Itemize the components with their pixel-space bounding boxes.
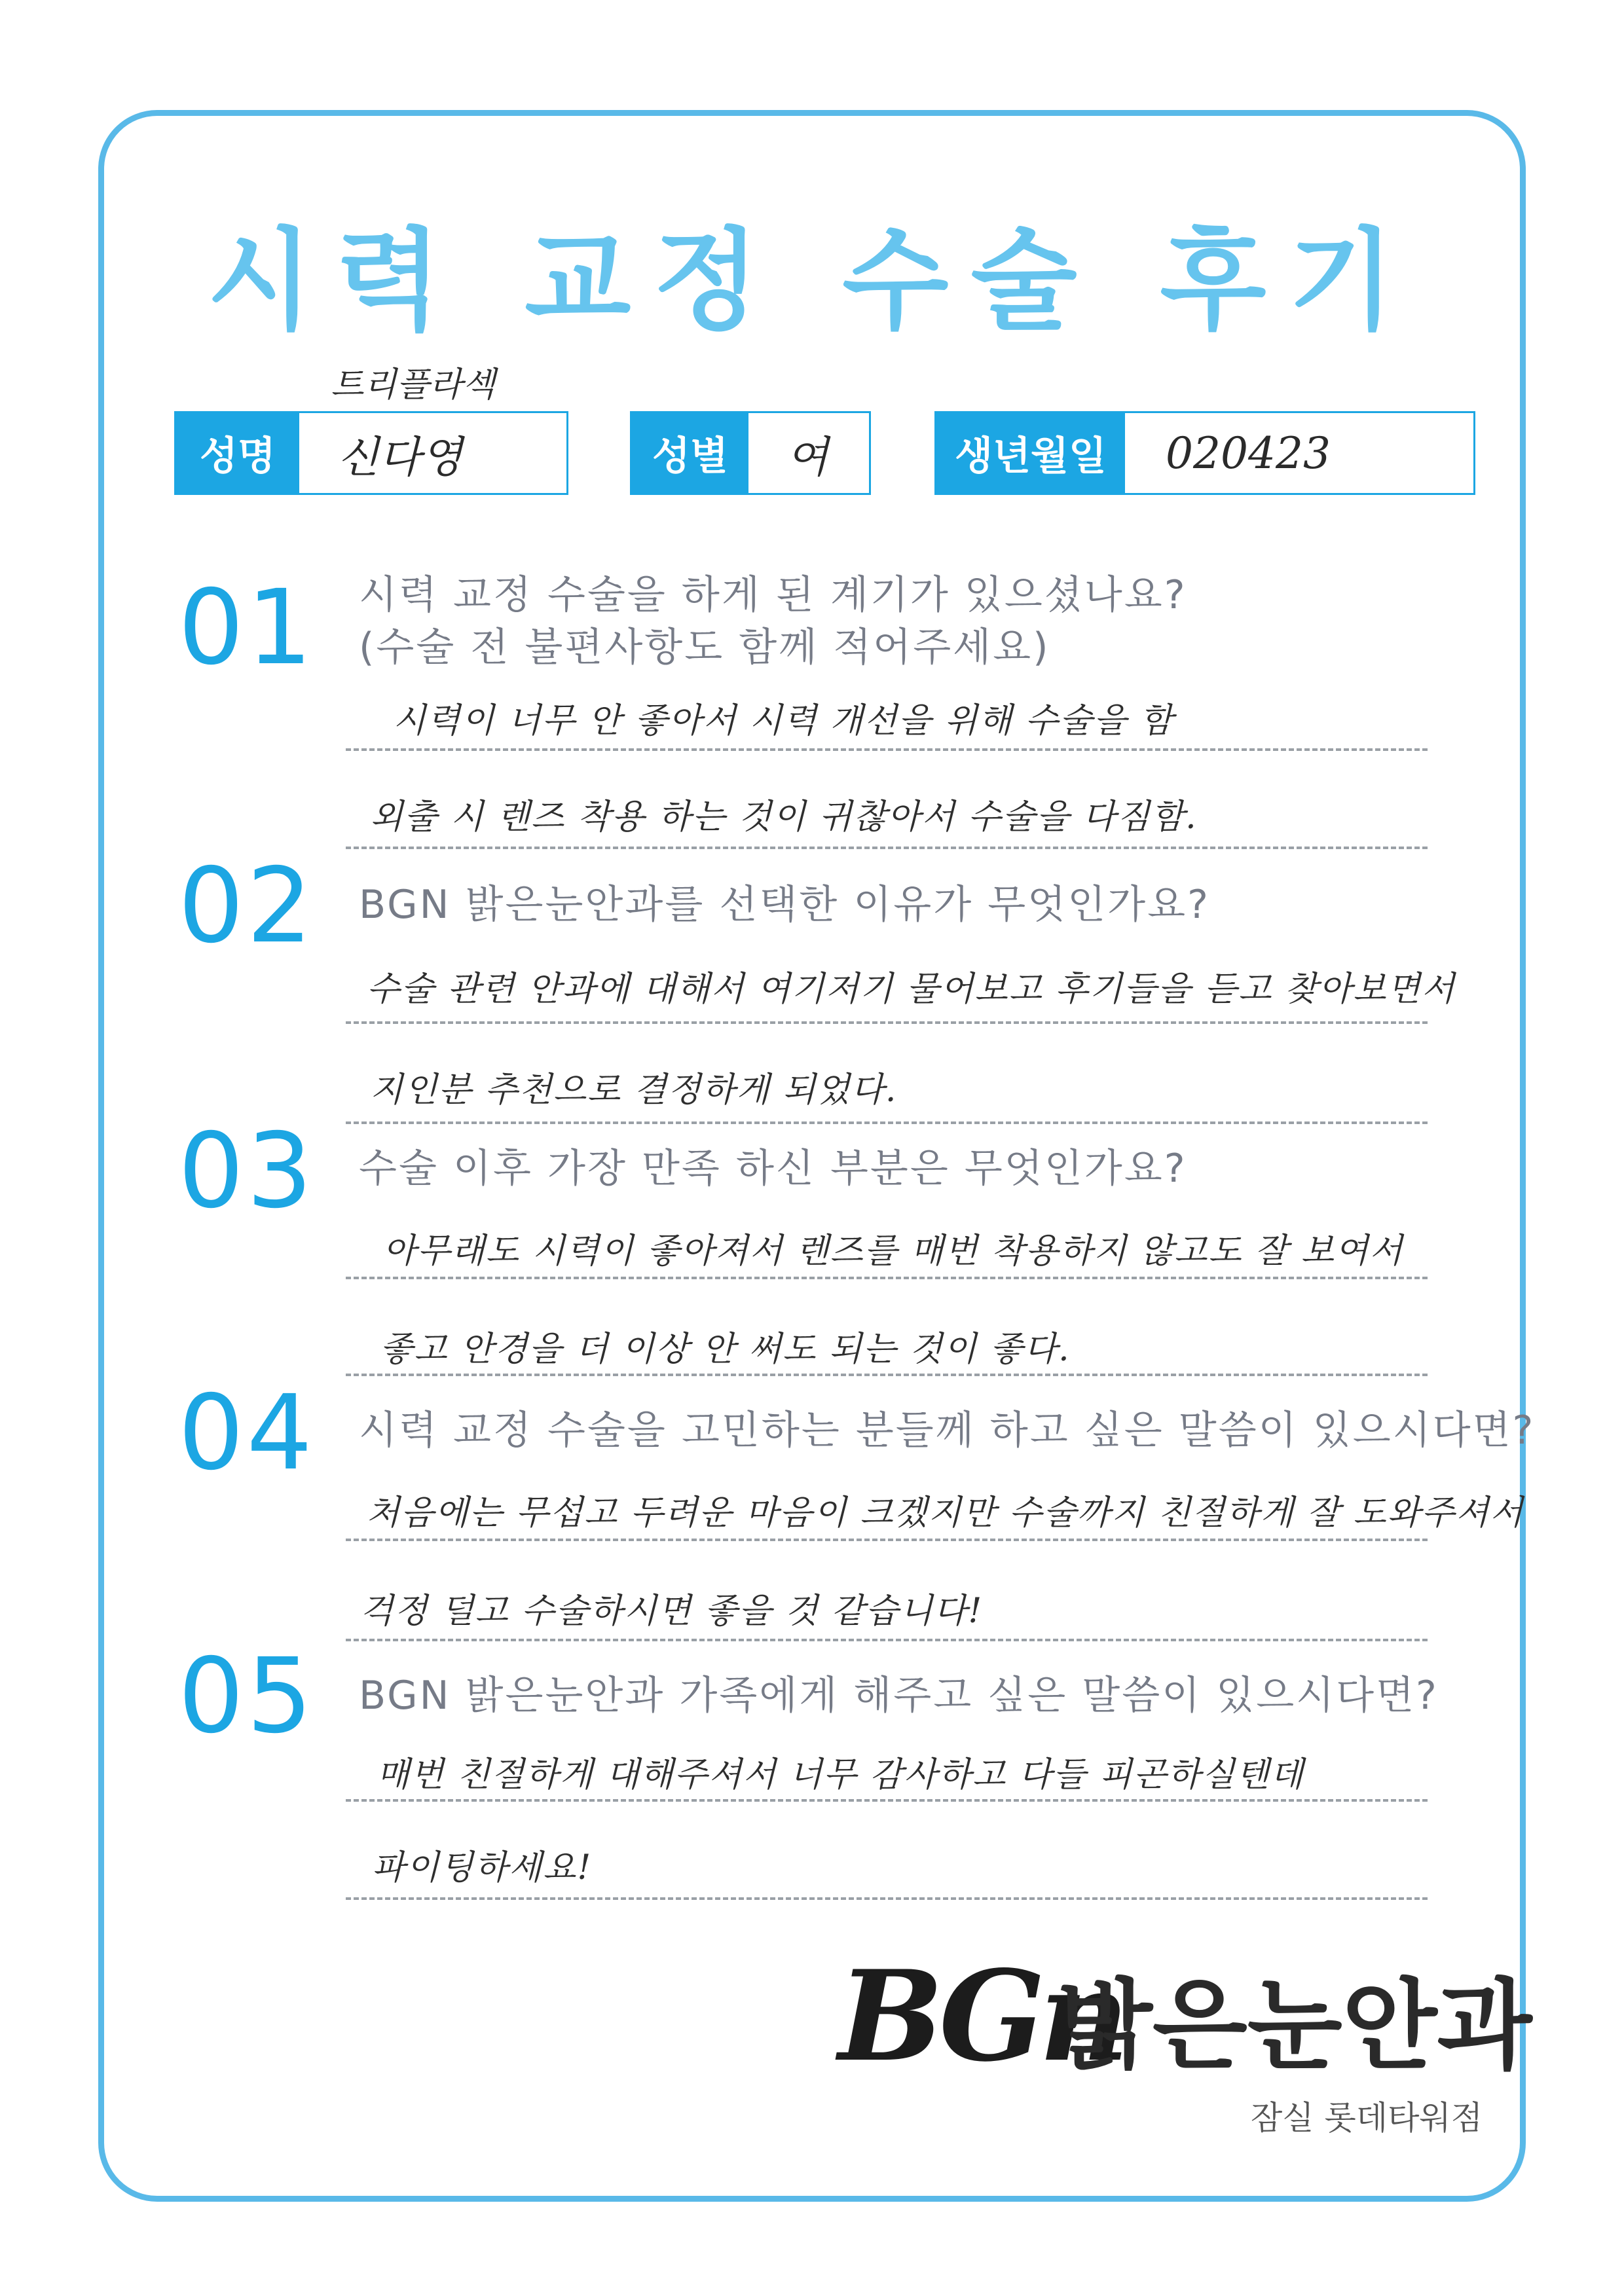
answer-rule bbox=[346, 1374, 1428, 1376]
birthdate-field[interactable] bbox=[934, 411, 1475, 495]
question-number: 05 bbox=[178, 1636, 316, 1757]
answer-rule bbox=[346, 748, 1428, 751]
branch-name: 잠실 롯데타워점 bbox=[1251, 2099, 1483, 2137]
question-number: 02 bbox=[178, 846, 316, 966]
answer-line: 외출 시 렌즈 착용 하는 것이 귀찮아서 수술을 다짐함. bbox=[370, 797, 1198, 837]
answer-line: 아무래도 시력이 좋아져서 렌즈를 매번 착용하지 않고도 잘 보여서 bbox=[383, 1231, 1404, 1271]
gender-field[interactable] bbox=[630, 411, 871, 495]
answer-line: 수술 관련 안과에 대해서 여기저기 물어보고 후기들을 듣고 찾아보면서 bbox=[367, 970, 1456, 1009]
question-text: BGN 밝은눈안과 가족에게 해주고 싶은 말씀이 있으시다면? bbox=[359, 1673, 1439, 1719]
answer-line: 지인분 추천으로 결정하게 되었다. bbox=[370, 1070, 898, 1110]
answer-line: 시력이 너무 안 좋아서 시력 개선을 위해 수술을 함 bbox=[393, 701, 1174, 740]
answer-rule bbox=[346, 1539, 1428, 1541]
answer-rule bbox=[346, 1897, 1428, 1900]
answer-line: 걱정 덜고 수술하시면 좋을 것 같습니다! bbox=[360, 1592, 984, 1631]
question-text: 수술 이후 가장 만족 하신 부분은 무엇인가요? bbox=[359, 1146, 1187, 1192]
question-subtext: (수술 전 불편사항도 함께 적어주세요) bbox=[359, 625, 1050, 670]
page-title: 시력 교정 수술 후기 bbox=[207, 217, 1417, 345]
question-number: 04 bbox=[178, 1373, 316, 1493]
question-text: 시력 교정 수술을 고민하는 분들께 하고 싶은 말씀이 있으시다면? bbox=[359, 1408, 1536, 1453]
answer-rule bbox=[346, 1121, 1428, 1124]
gender-value: 여 bbox=[786, 431, 828, 483]
answer-rule bbox=[346, 1639, 1428, 1641]
answer-rule bbox=[346, 847, 1428, 849]
answer-line: 파이팅하세요! bbox=[372, 1848, 593, 1887]
name-value: 신다영 bbox=[337, 431, 463, 483]
question-text: BGN 밝은눈안과를 선택한 이유가 무엇인가요? bbox=[359, 882, 1210, 928]
question-number: 03 bbox=[178, 1111, 316, 1231]
question-number: 01 bbox=[178, 568, 316, 688]
question-text: 시력 교정 수술을 하게 된 계기가 있으셨나요? bbox=[359, 572, 1187, 618]
birthdate-label: 생년월일 bbox=[936, 413, 1125, 493]
gender-label: 성별 bbox=[632, 413, 748, 493]
clinic-name: 밝은눈안과 bbox=[1058, 1969, 1532, 2083]
bgn-logo-mark: BGn bbox=[838, 1943, 1123, 2089]
answer-line: 좋고 안경을 더 이상 안 써도 되는 것이 좋다. bbox=[380, 1330, 1071, 1369]
answer-line: 매번 친절하게 대해주셔서 너무 감사하고 다들 피곤하실텐데 bbox=[377, 1755, 1304, 1795]
answer-line: 처음에는 무섭고 두려운 마음이 크겠지만 수술까지 친절하게 잘 도와주셔서 bbox=[367, 1493, 1524, 1533]
answer-rule bbox=[346, 1799, 1428, 1802]
birthdate-value: 020423 bbox=[1166, 428, 1331, 479]
name-label: 성명 bbox=[176, 413, 299, 493]
answer-rule bbox=[346, 1277, 1428, 1279]
surgery-type-note: 트리플라섹 bbox=[331, 365, 496, 405]
name-field[interactable] bbox=[174, 411, 568, 495]
answer-rule bbox=[346, 1021, 1428, 1024]
